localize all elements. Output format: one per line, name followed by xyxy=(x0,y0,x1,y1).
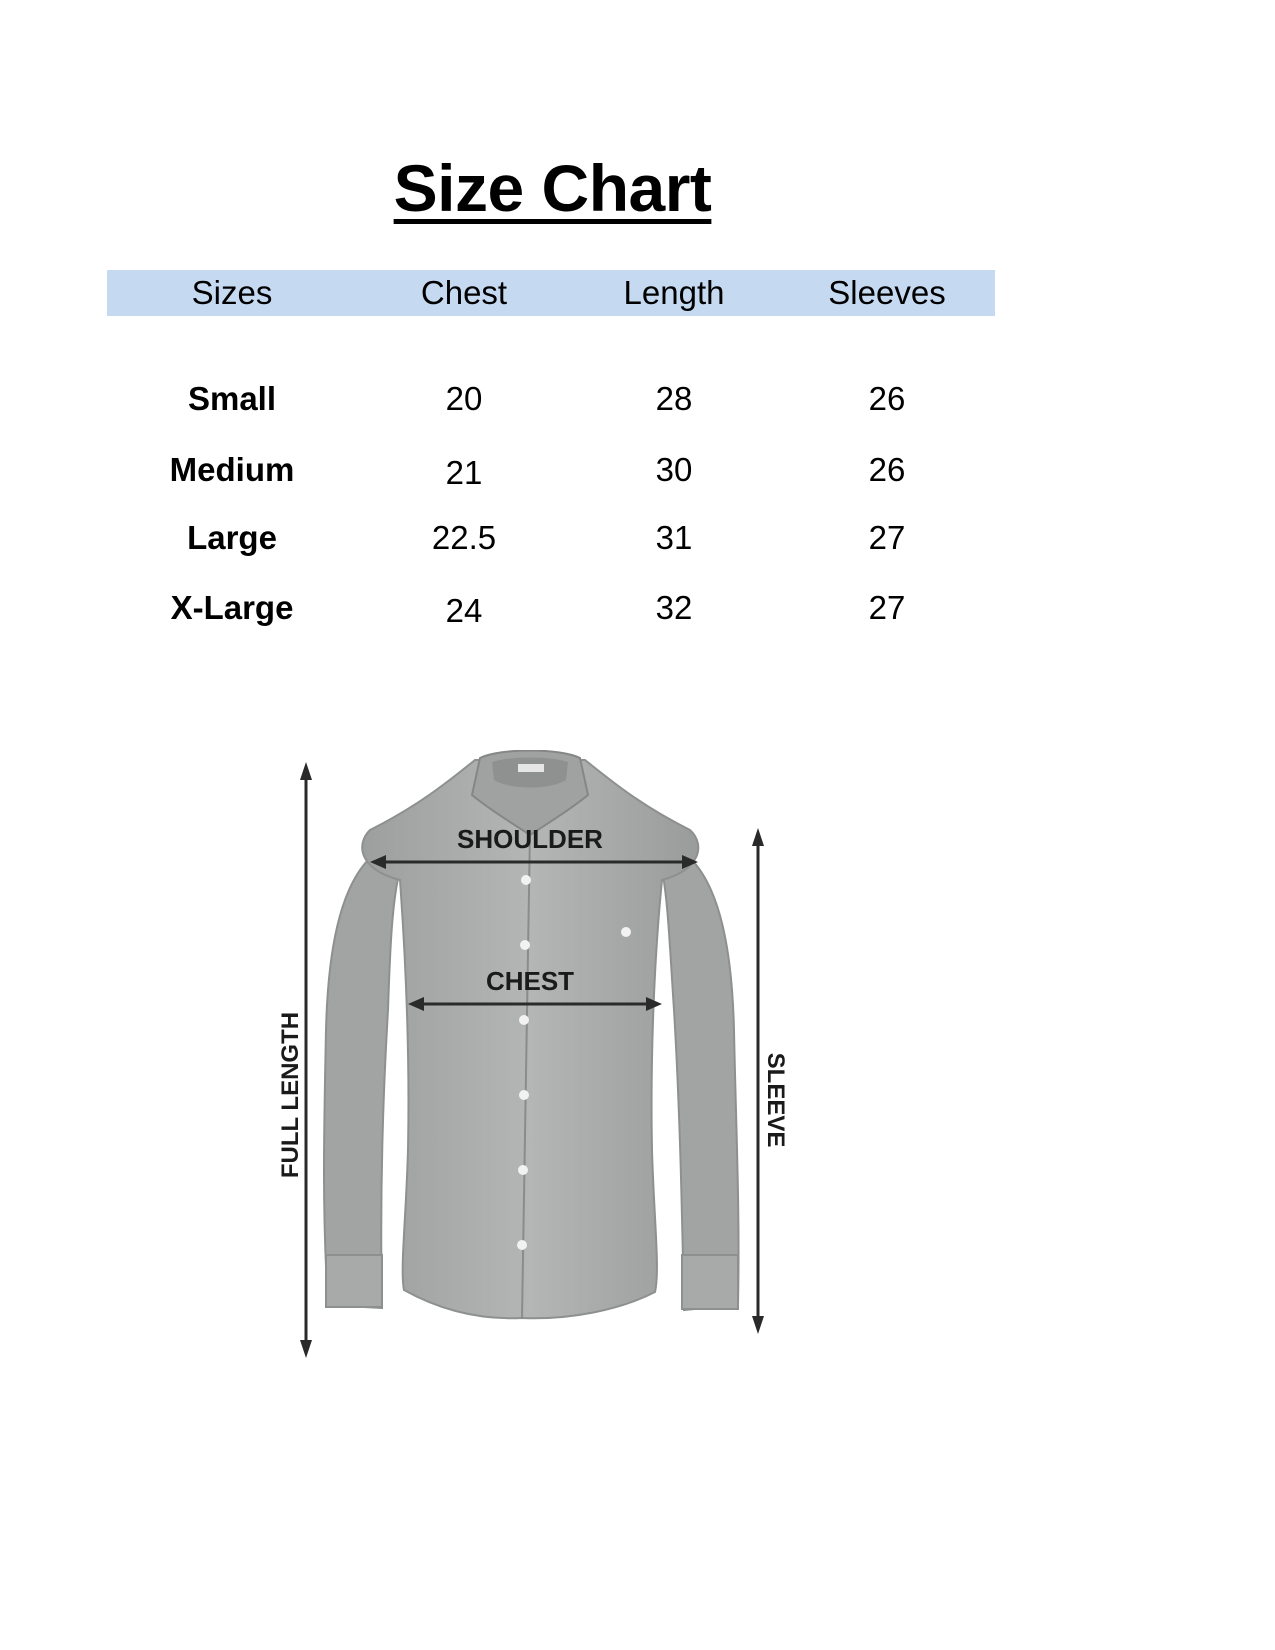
table-header-row xyxy=(107,270,995,316)
button xyxy=(519,1090,529,1100)
full-length-arrow-top-head xyxy=(300,762,312,780)
length-cell: 28 xyxy=(655,380,693,417)
pocket-button xyxy=(621,927,631,937)
table-row xyxy=(107,515,995,561)
table-row xyxy=(107,585,995,631)
sleeve-label: SLEEVE xyxy=(762,1052,789,1148)
shirt-diagram-svg xyxy=(270,750,830,1390)
header-sizes: Sizes xyxy=(191,274,273,311)
length-cell: 31 xyxy=(655,519,693,556)
size-cell: Medium xyxy=(169,451,295,488)
collar-tag xyxy=(518,764,544,772)
size-cell: X-Large xyxy=(170,589,294,626)
sleeve-arrow-bottom-head xyxy=(752,1316,764,1334)
size-cell: Small xyxy=(187,380,277,417)
sleeves-cell: 27 xyxy=(868,589,906,626)
length-cell: 30 xyxy=(655,451,693,488)
right-cuff xyxy=(682,1255,738,1309)
button xyxy=(521,875,531,885)
sleeves-cell: 26 xyxy=(868,380,906,417)
left-sleeve xyxy=(324,860,400,1308)
header-length: Length xyxy=(623,274,725,311)
button xyxy=(517,1240,527,1250)
sleeve-arrow-top-head xyxy=(752,828,764,846)
length-cell: 32 xyxy=(655,589,693,626)
chest-cell: 20 xyxy=(445,380,483,417)
full-length-arrow-bottom-head xyxy=(300,1340,312,1358)
page-title: Size Chart xyxy=(393,151,712,225)
shoulder-label: SHOULDER xyxy=(457,824,603,854)
table-row xyxy=(107,447,995,493)
chest-label: CHEST xyxy=(485,966,575,996)
chest-cell: 22.5 xyxy=(431,519,497,556)
full-length-label: FULL LENGTH xyxy=(277,1011,304,1179)
size-cell: Large xyxy=(187,519,277,556)
chest-cell: 21 xyxy=(445,454,483,491)
table-row xyxy=(107,376,995,422)
button xyxy=(519,1015,529,1025)
sleeves-cell: 26 xyxy=(868,451,906,488)
chest-cell: 24 xyxy=(445,592,483,629)
shirt-measurement-diagram xyxy=(270,750,830,1390)
left-cuff xyxy=(326,1255,382,1307)
collar-inner xyxy=(492,758,568,788)
right-sleeve xyxy=(662,860,739,1310)
button xyxy=(518,1165,528,1175)
button xyxy=(520,940,530,950)
sleeves-cell: 27 xyxy=(868,519,906,556)
header-chest: Chest xyxy=(420,274,508,311)
header-sleeves: Sleeves xyxy=(828,274,946,311)
